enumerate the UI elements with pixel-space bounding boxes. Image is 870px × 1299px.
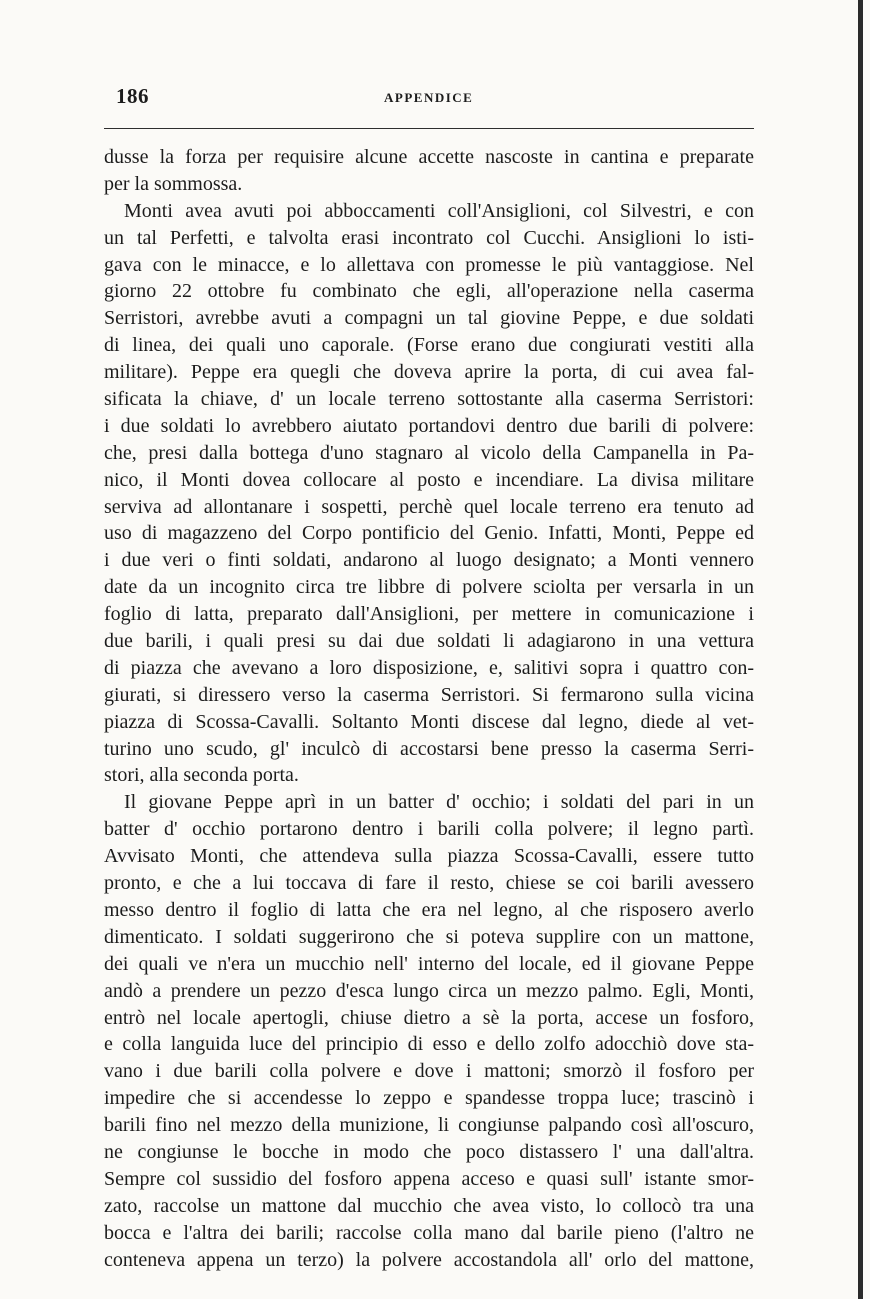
text-line: i due soldati lo avrebbero aiutato portandovi dentro due barili di polvere: [104, 414, 754, 437]
text-line: giurati, si diressero verso la caserma Serristori. Si fermarono sulla vicina [104, 683, 754, 706]
text-line: che, presi dalla bottega d'uno stagnaro al vicolo della Campanella in Pa- [104, 441, 754, 464]
text-line: di linea, dei quali uno caporale. (Forse erano due congiurati vestiti alla [104, 334, 754, 357]
text-line: messo dentro il foglio di latta che era nel legno, al che risposero averlo [104, 898, 754, 921]
text-line: bocca e l'altra dei barili; raccolse colla mano dal barile pieno (l'altro ne [104, 1221, 754, 1244]
text-line: zato, raccolse un mattone dal mucchio che avea visto, lo collocò tra una [104, 1194, 754, 1217]
page-number: 186 [116, 84, 149, 108]
text-line: entrò nel locale apertogli, chiuse dietro a sè la porta, accese un fosforo, [104, 1006, 754, 1029]
text-line: foglio di latta, preparato dall'Ansiglioni, per mettere in comunicazione i [104, 603, 754, 626]
text-line: militare). Peppe era quegli che doveva aprire la porta, di cui avea fal- [104, 361, 754, 384]
text-line: giorno 22 ottobre fu combinato che egli, all'operazione nella caserma [104, 280, 754, 303]
page-header [104, 80, 754, 110]
text-line: Avvisato Monti, che attendeva sulla piazza Scossa-Cavalli, essere tutto [104, 845, 754, 868]
text-line: serviva ad allontanare i sospetti, perchè quel locale terreno era tenuto ad [104, 495, 754, 518]
text-line: batter d' occhio portarono dentro i barili colla polvere; il legno partì. [104, 818, 754, 841]
text-line: vano i due barili colla polvere e dove i mattoni; smorzò il fosforo per [104, 1060, 754, 1083]
header-rule [104, 128, 754, 129]
text-line: un tal Perfetti, e talvolta erasi incontrato col Cucchi. Ansiglioni lo isti- [104, 226, 754, 249]
text-line: due barili, i quali presi su dai due soldati li adagiarono in una vettura [104, 630, 754, 653]
text-line: pronto, e che a lui toccava di fare il resto, chiese se coi barili avessero [104, 872, 754, 895]
text-line: Il giovane Peppe aprì in un batter d' occhio; i soldati del pari in un [124, 791, 754, 814]
text-line: Serristori, avrebbe avuti a compagni un tal giovine Peppe, e due soldati [104, 307, 754, 330]
text-line: dimenticato. I soldati suggerirono che si poteva supplire con un mattone, [104, 925, 754, 948]
text-line: ne congiunse le bocche in modo che poco distassero l' una dall'altra. [104, 1140, 754, 1163]
page-edge-shadow [858, 0, 863, 1299]
text-line: dei quali ve n'era un mucchio nell' interno del locale, ed il giovane Peppe [104, 952, 754, 975]
text-line: turino uno scudo, gl' inculcò di accostarsi bene presso la caserma Serri- [104, 737, 754, 760]
text-line: stori, alla seconda porta. [104, 764, 299, 787]
text-line: e colla languida luce del principio di esso e dello zolfo adocchiò dove sta- [104, 1033, 754, 1056]
text-line: Monti avea avuti poi abboccamenti coll'Ansiglioni, col Silvestri, e con [124, 199, 754, 222]
body-text [104, 144, 754, 1273]
text-line: gava con le minacce, e lo allettava con promesse le più vantaggiose. Nel [104, 253, 754, 276]
text-line: date da un incognito circa tre libbre di polvere sciolta per versarla in un [104, 576, 754, 599]
text-line: Sempre col sussidio del fosforo appena acceso e quasi sull' istante smor- [104, 1167, 754, 1190]
text-line: uso di magazzeno del Corpo pontificio del Genio. Infatti, Monti, Peppe ed [104, 522, 754, 545]
text-line: andò a prendere un pezzo d'esca lungo circa un mezzo palmo. Egli, Monti, [104, 979, 754, 1002]
text-line: conteneva appena un terzo) la polvere accostandola all' orlo del mattone, [104, 1248, 754, 1271]
text-line: barili fino nel mezzo della munizione, li congiunse palpando così all'oscuro, [104, 1114, 754, 1137]
running-head: APPENDICE [384, 90, 474, 105]
text-line: nico, il Monti dovea collocare al posto e incendiare. La divisa militare [104, 468, 754, 491]
text-line: i due veri o finti soldati, andarono al luogo designato; a Monti vennero [104, 549, 754, 572]
text-line: di piazza che avevano a loro disposizione, e, salitivi sopra i quattro con- [104, 656, 754, 679]
text-line: piazza di Scossa-Cavalli. Soltanto Monti discese dal legno, diede al vet- [104, 710, 754, 733]
text-line: per la sommossa. [104, 172, 243, 195]
text-line: dusse la forza per requisire alcune accette nascoste in cantina e preparate [104, 146, 754, 168]
text-line: sificata la chiave, d' un locale terreno sottostante alla caserma Serristori: [104, 388, 754, 411]
text-line: impedire che si accendesse lo zeppo e spandesse troppa luce; trascinò i [104, 1087, 754, 1110]
